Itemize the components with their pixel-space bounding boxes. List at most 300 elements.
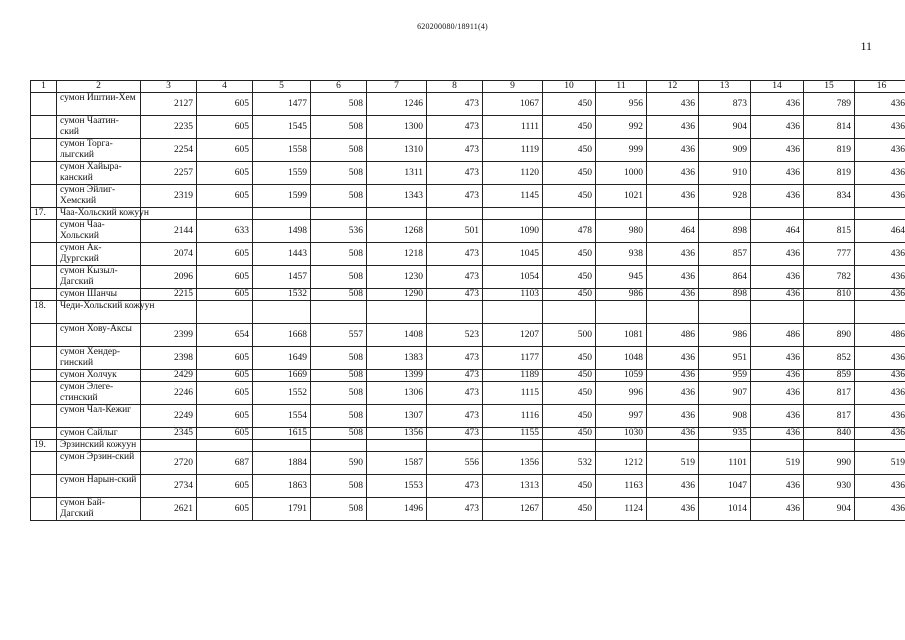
value-cell: 2621 — [141, 498, 197, 521]
name-cell: сумон Бай-Дагский — [57, 498, 141, 521]
value-cell: 486 — [855, 324, 905, 347]
value-cell: 436 — [647, 243, 699, 266]
column-header: 2 — [57, 81, 141, 93]
value-cell: 436 — [751, 266, 804, 289]
column-header: 1 — [31, 81, 57, 93]
value-cell: 450 — [543, 382, 596, 405]
value-cell: 2345 — [141, 428, 197, 440]
row-number-cell — [31, 498, 57, 521]
value-cell: 789 — [804, 93, 855, 116]
value-cell — [804, 208, 855, 220]
value-cell: 1310 — [367, 139, 427, 162]
value-cell: 815 — [804, 220, 855, 243]
value-cell: 1383 — [367, 347, 427, 370]
data-table-container — [30, 80, 905, 521]
value-cell — [804, 301, 855, 324]
value-cell: 450 — [543, 289, 596, 301]
value-cell: 986 — [699, 324, 751, 347]
value-cell: 436 — [751, 347, 804, 370]
value-cell: 450 — [543, 475, 596, 498]
value-cell: 633 — [197, 220, 253, 243]
value-cell: 508 — [311, 405, 367, 428]
value-cell — [647, 440, 699, 452]
value-cell: 2246 — [141, 382, 197, 405]
row-number-cell — [31, 475, 57, 498]
name-cell: сумон Эрзин-ский — [57, 452, 141, 475]
value-cell — [367, 301, 427, 324]
value-cell: 508 — [311, 498, 367, 521]
header-row — [31, 81, 905, 93]
value-cell: 2734 — [141, 475, 197, 498]
value-cell: 1267 — [483, 498, 543, 521]
value-cell: 605 — [197, 93, 253, 116]
value-cell: 436 — [751, 475, 804, 498]
section-row — [31, 301, 905, 324]
value-cell: 1649 — [253, 347, 311, 370]
value-cell: 990 — [804, 452, 855, 475]
table-row — [31, 405, 905, 428]
row-number-cell — [31, 347, 57, 370]
value-cell: 2096 — [141, 266, 197, 289]
value-cell: 1545 — [253, 116, 311, 139]
table-row — [31, 243, 905, 266]
value-cell — [596, 208, 647, 220]
column-header: 9 — [483, 81, 543, 93]
value-cell — [751, 301, 804, 324]
column-header: 14 — [751, 81, 804, 93]
value-cell: 859 — [804, 370, 855, 382]
value-cell: 478 — [543, 220, 596, 243]
value-cell: 1207 — [483, 324, 543, 347]
value-cell — [311, 440, 367, 452]
section-title-cell: Чаа-Хольский кожуун — [57, 208, 141, 220]
name-cell: сумон Хендер-гинский — [57, 347, 141, 370]
value-cell: 436 — [855, 405, 905, 428]
value-cell: 1307 — [367, 405, 427, 428]
value-cell: 473 — [427, 289, 483, 301]
value-cell: 1313 — [483, 475, 543, 498]
value-cell: 473 — [427, 162, 483, 185]
value-cell: 556 — [427, 452, 483, 475]
row-number-cell — [31, 382, 57, 405]
data-table — [30, 80, 905, 521]
value-cell — [699, 440, 751, 452]
name-cell: сумон Хайыра-канский — [57, 162, 141, 185]
value-cell — [699, 301, 751, 324]
value-cell: 817 — [804, 405, 855, 428]
row-number-cell — [31, 243, 57, 266]
value-cell: 2319 — [141, 185, 197, 208]
name-cell: сумон Холчук — [57, 370, 141, 382]
value-cell: 557 — [311, 324, 367, 347]
value-cell: 2127 — [141, 93, 197, 116]
value-cell: 782 — [804, 266, 855, 289]
value-cell — [543, 208, 596, 220]
value-cell: 814 — [804, 116, 855, 139]
value-cell: 473 — [427, 405, 483, 428]
column-header: 3 — [141, 81, 197, 93]
value-cell: 1791 — [253, 498, 311, 521]
value-cell: 1111 — [483, 116, 543, 139]
value-cell: 436 — [647, 475, 699, 498]
value-cell: 1587 — [367, 452, 427, 475]
value-cell: 1553 — [367, 475, 427, 498]
section-row — [31, 440, 905, 452]
value-cell: 500 — [543, 324, 596, 347]
value-cell: 464 — [855, 220, 905, 243]
value-cell: 1668 — [253, 324, 311, 347]
value-cell: 436 — [647, 93, 699, 116]
value-cell — [311, 208, 367, 220]
value-cell: 473 — [427, 498, 483, 521]
value-cell: 464 — [751, 220, 804, 243]
value-cell: 436 — [647, 139, 699, 162]
value-cell — [253, 301, 311, 324]
value-cell — [253, 208, 311, 220]
page-number: 11 — [860, 39, 872, 53]
value-cell: 436 — [855, 162, 905, 185]
value-cell: 1021 — [596, 185, 647, 208]
value-cell: 945 — [596, 266, 647, 289]
section-title-cell: Эрзинский кожуун — [57, 440, 141, 452]
value-cell: 992 — [596, 116, 647, 139]
value-cell: 436 — [855, 185, 905, 208]
value-cell: 605 — [197, 405, 253, 428]
value-cell: 450 — [543, 405, 596, 428]
value-cell: 605 — [197, 428, 253, 440]
value-cell: 2249 — [141, 405, 197, 428]
value-cell: 1218 — [367, 243, 427, 266]
value-cell: 450 — [543, 428, 596, 440]
value-cell: 1177 — [483, 347, 543, 370]
value-cell — [804, 440, 855, 452]
value-cell: 1268 — [367, 220, 427, 243]
name-cell: сумон Хову-Аксы — [57, 324, 141, 347]
value-cell: 508 — [311, 289, 367, 301]
value-cell: 450 — [543, 243, 596, 266]
value-cell: 605 — [197, 116, 253, 139]
column-header: 8 — [427, 81, 483, 93]
value-cell — [483, 208, 543, 220]
value-cell: 890 — [804, 324, 855, 347]
table-row — [31, 428, 905, 440]
value-cell: 904 — [804, 498, 855, 521]
row-number-cell — [31, 139, 57, 162]
value-cell: 1230 — [367, 266, 427, 289]
value-cell: 436 — [647, 162, 699, 185]
value-cell — [855, 208, 905, 220]
value-cell: 473 — [427, 370, 483, 382]
value-cell: 1081 — [596, 324, 647, 347]
row-number-cell — [31, 428, 57, 440]
value-cell: 508 — [311, 382, 367, 405]
row-number-cell — [31, 289, 57, 301]
value-cell — [596, 440, 647, 452]
value-cell: 436 — [647, 116, 699, 139]
table-row — [31, 324, 905, 347]
value-cell: 436 — [855, 266, 905, 289]
value-cell — [483, 301, 543, 324]
value-cell: 1558 — [253, 139, 311, 162]
value-cell: 436 — [751, 93, 804, 116]
value-cell: 909 — [699, 139, 751, 162]
value-cell — [647, 208, 699, 220]
value-cell: 450 — [543, 370, 596, 382]
value-cell: 605 — [197, 370, 253, 382]
value-cell: 1155 — [483, 428, 543, 440]
value-cell: 473 — [427, 116, 483, 139]
value-cell: 1116 — [483, 405, 543, 428]
value-cell: 1145 — [483, 185, 543, 208]
name-cell: сумон Чаа-Хольский — [57, 220, 141, 243]
row-number-cell — [31, 185, 57, 208]
value-cell: 817 — [804, 382, 855, 405]
value-cell: 2235 — [141, 116, 197, 139]
value-cell: 996 — [596, 382, 647, 405]
value-cell: 1457 — [253, 266, 311, 289]
table-row — [31, 498, 905, 521]
table-row — [31, 370, 905, 382]
table-row — [31, 347, 905, 370]
value-cell: 654 — [197, 324, 253, 347]
value-cell: 436 — [647, 428, 699, 440]
value-cell: 508 — [311, 116, 367, 139]
value-cell: 605 — [197, 185, 253, 208]
value-cell: 687 — [197, 452, 253, 475]
value-cell: 590 — [311, 452, 367, 475]
value-cell: 473 — [427, 93, 483, 116]
value-cell: 864 — [699, 266, 751, 289]
value-cell: 486 — [647, 324, 699, 347]
value-cell: 508 — [311, 266, 367, 289]
value-cell — [699, 208, 751, 220]
value-cell: 999 — [596, 139, 647, 162]
value-cell: 450 — [543, 93, 596, 116]
value-cell: 436 — [855, 243, 905, 266]
value-cell: 1014 — [699, 498, 751, 521]
row-number-cell: 17. — [31, 208, 57, 220]
value-cell: 519 — [751, 452, 804, 475]
value-cell — [141, 440, 197, 452]
value-cell: 508 — [311, 93, 367, 116]
value-cell: 508 — [311, 162, 367, 185]
value-cell: 508 — [311, 475, 367, 498]
value-cell: 473 — [427, 428, 483, 440]
value-cell: 2398 — [141, 347, 197, 370]
value-cell — [483, 440, 543, 452]
value-cell: 1030 — [596, 428, 647, 440]
value-cell: 938 — [596, 243, 647, 266]
row-number-cell — [31, 266, 57, 289]
value-cell: 908 — [699, 405, 751, 428]
table-row — [31, 162, 905, 185]
value-cell: 2254 — [141, 139, 197, 162]
value-cell: 436 — [855, 289, 905, 301]
value-cell — [543, 301, 596, 324]
value-cell — [197, 440, 253, 452]
value-cell: 1290 — [367, 289, 427, 301]
name-cell: сумон Торга-лыгский — [57, 139, 141, 162]
document-id: 620200080/18911(4) — [417, 22, 488, 31]
value-cell: 486 — [751, 324, 804, 347]
name-cell: сумон Чал-Кежиг — [57, 405, 141, 428]
value-cell: 436 — [855, 139, 905, 162]
value-cell — [427, 301, 483, 324]
value-cell: 1552 — [253, 382, 311, 405]
value-cell: 898 — [699, 289, 751, 301]
value-cell: 605 — [197, 266, 253, 289]
value-cell: 997 — [596, 405, 647, 428]
value-cell: 508 — [311, 370, 367, 382]
name-cell: сумон Кызыл-Дагский — [57, 266, 141, 289]
row-number-cell — [31, 162, 57, 185]
table-row — [31, 266, 905, 289]
value-cell: 436 — [751, 162, 804, 185]
value-cell: 935 — [699, 428, 751, 440]
value-cell: 2215 — [141, 289, 197, 301]
value-cell: 1103 — [483, 289, 543, 301]
value-cell: 852 — [804, 347, 855, 370]
value-cell: 1067 — [483, 93, 543, 116]
value-cell: 436 — [751, 116, 804, 139]
value-cell: 450 — [543, 185, 596, 208]
value-cell: 840 — [804, 428, 855, 440]
table-row — [31, 475, 905, 498]
value-cell: 473 — [427, 475, 483, 498]
value-cell: 605 — [197, 475, 253, 498]
value-cell: 1000 — [596, 162, 647, 185]
value-cell: 536 — [311, 220, 367, 243]
value-cell: 508 — [311, 347, 367, 370]
value-cell: 436 — [751, 428, 804, 440]
value-cell: 1115 — [483, 382, 543, 405]
value-cell — [197, 301, 253, 324]
value-cell: 1599 — [253, 185, 311, 208]
column-header: 12 — [647, 81, 699, 93]
name-cell: сумон Сайлыг — [57, 428, 141, 440]
value-cell: 436 — [855, 428, 905, 440]
value-cell: 810 — [804, 289, 855, 301]
value-cell: 436 — [855, 498, 905, 521]
value-cell: 605 — [197, 162, 253, 185]
value-cell — [367, 440, 427, 452]
value-cell — [311, 301, 367, 324]
value-cell — [427, 440, 483, 452]
value-cell: 2257 — [141, 162, 197, 185]
value-cell: 473 — [427, 185, 483, 208]
value-cell: 519 — [647, 452, 699, 475]
value-cell: 1399 — [367, 370, 427, 382]
column-header: 5 — [253, 81, 311, 93]
value-cell: 904 — [699, 116, 751, 139]
value-cell: 1101 — [699, 452, 751, 475]
value-cell: 1477 — [253, 93, 311, 116]
value-cell: 436 — [647, 289, 699, 301]
value-cell: 857 — [699, 243, 751, 266]
value-cell: 436 — [855, 370, 905, 382]
value-cell: 519 — [855, 452, 905, 475]
value-cell: 1496 — [367, 498, 427, 521]
value-cell: 834 — [804, 185, 855, 208]
value-cell: 930 — [804, 475, 855, 498]
column-header: 4 — [197, 81, 253, 93]
value-cell: 1090 — [483, 220, 543, 243]
column-header: 6 — [311, 81, 367, 93]
value-cell: 2074 — [141, 243, 197, 266]
value-cell: 523 — [427, 324, 483, 347]
row-number-cell — [31, 116, 57, 139]
name-cell: сумон Нарын-ский — [57, 475, 141, 498]
column-header: 13 — [699, 81, 751, 93]
value-cell: 436 — [751, 370, 804, 382]
value-cell — [367, 208, 427, 220]
value-cell: 450 — [543, 116, 596, 139]
value-cell: 1615 — [253, 428, 311, 440]
value-cell: 2720 — [141, 452, 197, 475]
value-cell: 2144 — [141, 220, 197, 243]
column-header: 10 — [543, 81, 596, 93]
value-cell: 436 — [855, 347, 905, 370]
value-cell: 1120 — [483, 162, 543, 185]
value-cell: 1532 — [253, 289, 311, 301]
value-cell: 986 — [596, 289, 647, 301]
value-cell: 1554 — [253, 405, 311, 428]
value-cell: 532 — [543, 452, 596, 475]
value-cell: 951 — [699, 347, 751, 370]
value-cell: 436 — [751, 185, 804, 208]
value-cell: 1863 — [253, 475, 311, 498]
value-cell: 605 — [197, 382, 253, 405]
name-cell: сумон Эйлиг-Хемский — [57, 185, 141, 208]
value-cell: 450 — [543, 266, 596, 289]
value-cell: 1212 — [596, 452, 647, 475]
value-cell — [647, 301, 699, 324]
value-cell: 1163 — [596, 475, 647, 498]
value-cell: 473 — [427, 243, 483, 266]
value-cell: 450 — [543, 347, 596, 370]
value-cell: 1443 — [253, 243, 311, 266]
value-cell: 907 — [699, 382, 751, 405]
row-number-cell — [31, 370, 57, 382]
column-header: 16 — [855, 81, 905, 93]
value-cell: 2429 — [141, 370, 197, 382]
value-cell: 436 — [855, 116, 905, 139]
value-cell: 1124 — [596, 498, 647, 521]
table-body — [31, 93, 905, 521]
row-number-cell — [31, 220, 57, 243]
value-cell: 928 — [699, 185, 751, 208]
value-cell: 436 — [751, 243, 804, 266]
value-cell: 1884 — [253, 452, 311, 475]
value-cell — [543, 440, 596, 452]
value-cell: 873 — [699, 93, 751, 116]
value-cell: 605 — [197, 243, 253, 266]
value-cell: 819 — [804, 162, 855, 185]
value-cell: 1356 — [483, 452, 543, 475]
value-cell: 436 — [647, 370, 699, 382]
value-cell: 1498 — [253, 220, 311, 243]
value-cell: 1356 — [367, 428, 427, 440]
value-cell: 473 — [427, 347, 483, 370]
column-header: 7 — [367, 81, 427, 93]
value-cell: 956 — [596, 93, 647, 116]
value-cell: 1343 — [367, 185, 427, 208]
value-cell: 436 — [855, 475, 905, 498]
value-cell: 436 — [647, 347, 699, 370]
value-cell — [596, 301, 647, 324]
value-cell: 1189 — [483, 370, 543, 382]
value-cell: 473 — [427, 266, 483, 289]
